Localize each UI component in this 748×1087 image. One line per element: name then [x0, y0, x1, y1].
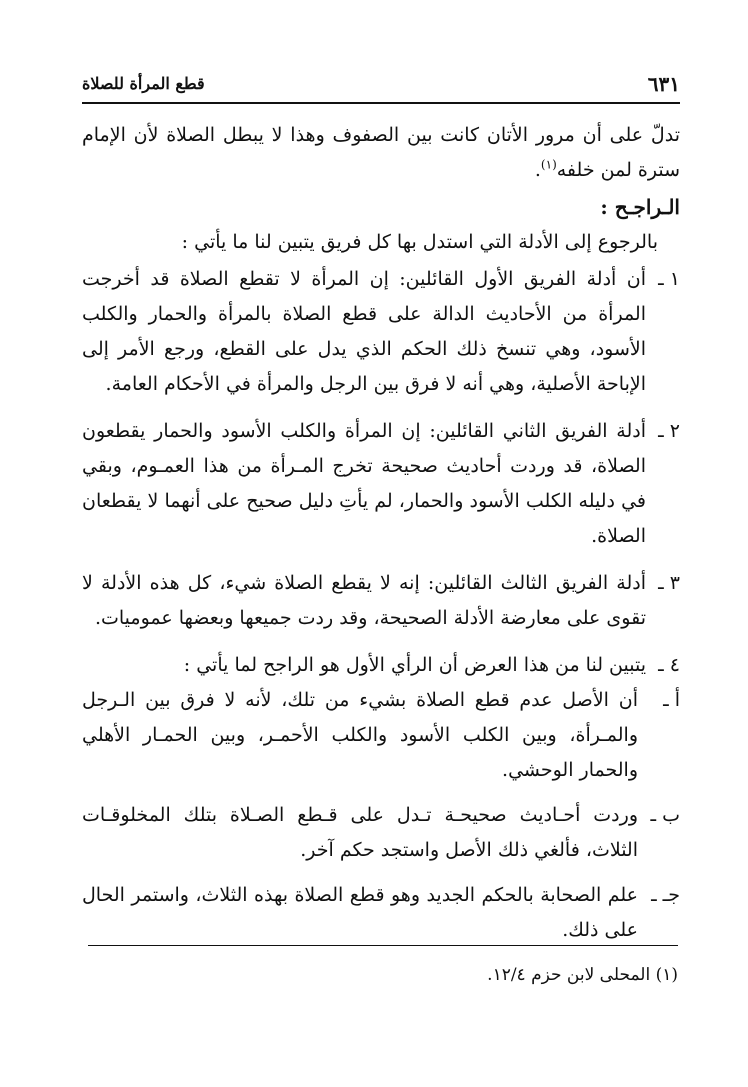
item-number: ١ ـ	[658, 268, 680, 290]
list-item	[82, 566, 680, 636]
sub-item-letter: أ ـ	[663, 689, 680, 711]
section-heading: الـراجـح :	[600, 195, 680, 219]
sub-item-letter: ب ـ	[650, 804, 680, 826]
header-rule	[82, 102, 680, 104]
sub-list-item	[82, 798, 680, 868]
item-text: يتبين لنا من هذا العرض أن الرأي الأول هو الراجح لما يأتي :	[183, 654, 646, 676]
list-item	[82, 414, 680, 554]
page-number: ٦٣١	[647, 72, 680, 96]
main-text	[82, 118, 680, 958]
footnote-rule	[88, 945, 678, 946]
sub-item-letter: جـ ـ	[651, 884, 680, 906]
sub-item-text: أن الأصل عدم قطع الصلاة بشيء من تلك، لأنه لا فرق بين الـرجل والمـرأة، وبين الكلب الأسود والكلب الأحمـر، وبين الحمـار الأهلي والحمار الوحشي.	[82, 689, 638, 781]
footnote: (١) المحلى لابن حزم ١٢/٤.	[487, 965, 678, 985]
item-number: ٤ ـ	[658, 654, 680, 676]
intro-text: تدلّ على أن مرور الأتان كانت بين الصفوف وهذا لا يبطل الصلاة لأن الإمام سترة لمن خلفه	[82, 124, 680, 181]
item-number: ٢ ـ	[658, 420, 680, 442]
intro-paragraph	[82, 118, 680, 188]
sub-list-item	[82, 878, 680, 948]
running-title: قطع المرأة للصلاة	[82, 74, 205, 93]
item-text: أدلة الفريق الثالث القائلين: إنه لا يقطع الصلاة شيء، كل هذه الأدلة لا تقوى على معارضة الأدلة الصحيحة، وقد ردت جميعها وبعضها عموميات.	[82, 572, 646, 629]
list-item	[82, 262, 680, 402]
sub-item-text: علم الصحابة بالحكم الجديد وهو قطع الصلاة بهذه الثلاث، واستمر الحال على ذلك.	[82, 884, 638, 941]
item-text: أدلة الفريق الثاني القائلين: إن المرأة والكلب الأسود والحمار يقطعون الصلاة، قد وردت أحاديث صحيحة تخرج المـرأة من هذا العمـوم، وبقي في دليله الكلب الأسود والحمار، لم يأتِ دليل صحيح على أنهما لا يقطعان الصلاة.	[82, 420, 646, 547]
list-item	[82, 648, 680, 683]
page-header	[82, 72, 680, 102]
item-text: أن أدلة الفريق الأول القائلين: إن المرأة لا تقطع الصلاة قد أخرجت المرأة من الأحاديث الدالة على قطع الصلاة بالمرأة والحمار والكلب الأسود، وهي تنسخ ذلك الحكم الذي يدل على القطع، ورجع الأمر إلى الإباحة الأصلية، وهي أنه لا فرق بين الرجل والمرأة في الأحكام العامة.	[82, 268, 646, 395]
lead-sentence: بالرجوع إلى الأدلة التي استدل بها كل فريق يتبين لنا ما يأتي :	[181, 231, 658, 253]
footnote-reference: (١)	[540, 157, 557, 172]
sub-list-item	[82, 683, 680, 788]
item-number: ٣ ـ	[658, 572, 680, 594]
sub-item-text: وردت أحـاديث صحيحـة تـدل على قـطع الصـلاة بتلك المخلوقـات الثلاث، فألغي ذلك الأصل واستجد حكم آخر.	[82, 804, 638, 861]
intro-end: .	[534, 159, 541, 181]
